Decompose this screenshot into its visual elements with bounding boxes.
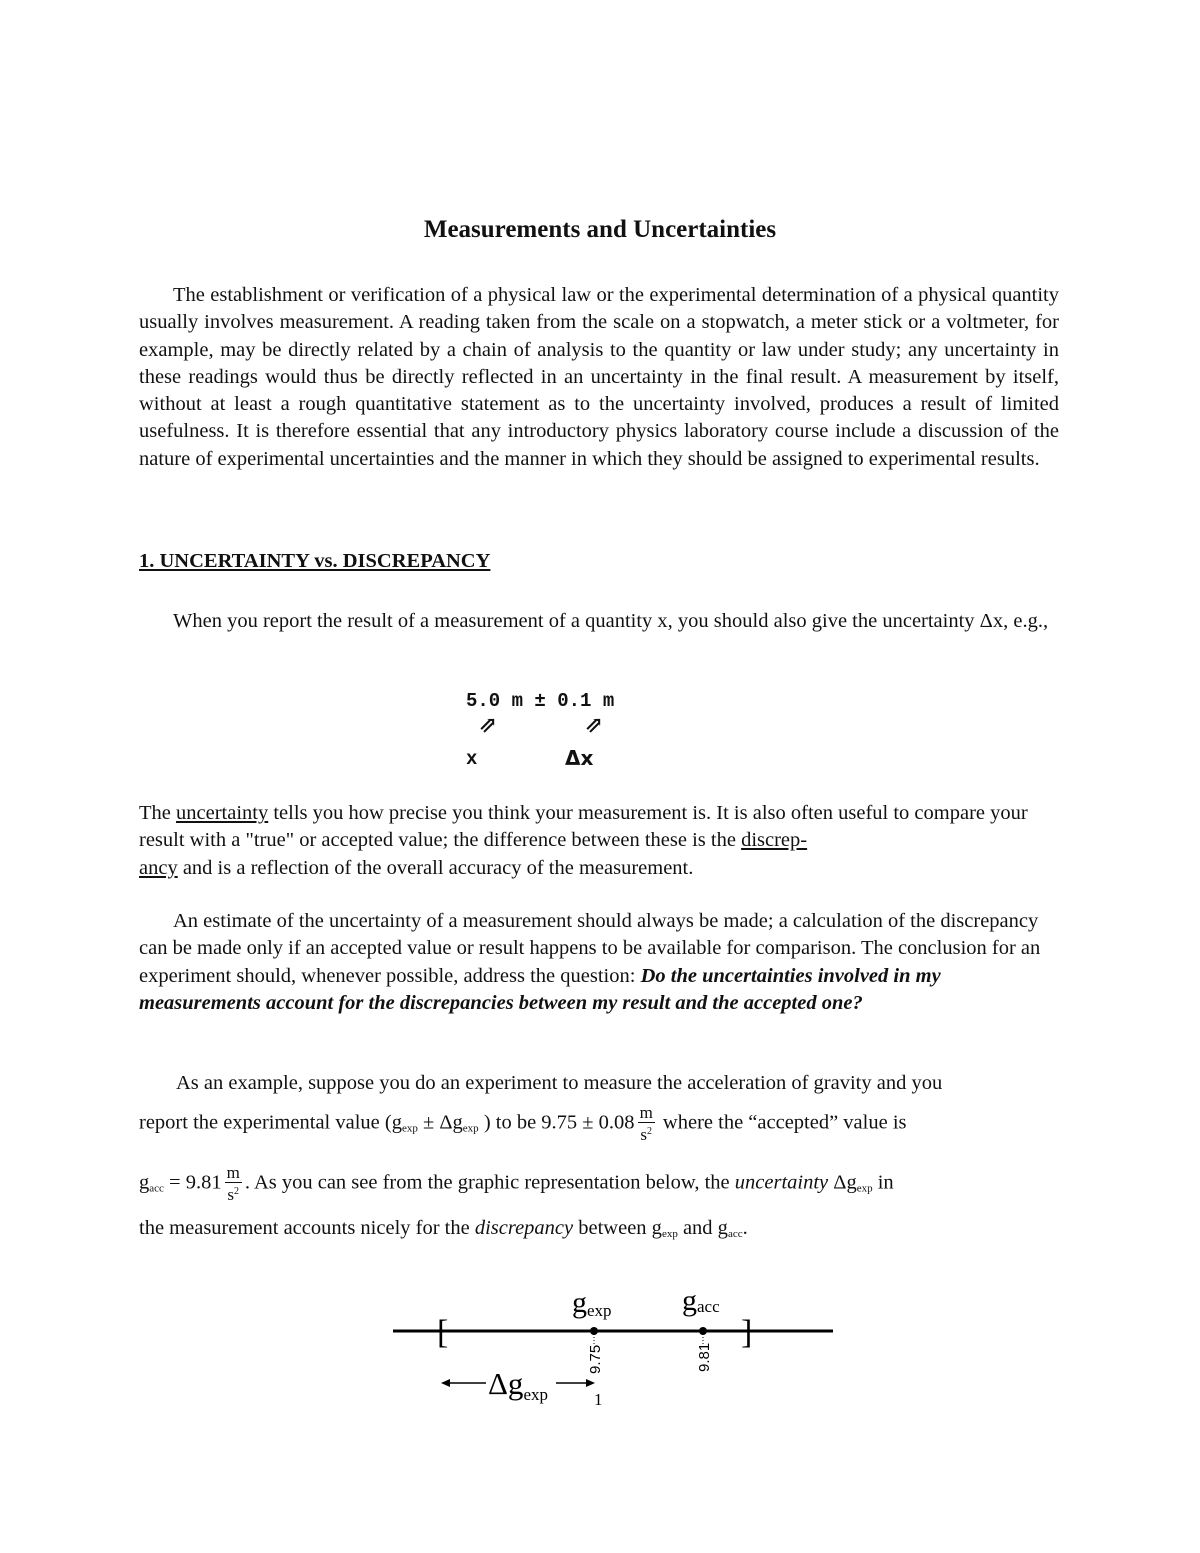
discrepancy-paragraph: The uncertainty tells you how precise you think your measurement is. It is also often useful to compare your result with a "true" or accepted value; the difference between these is the discrep- ancy and is a reflection of the overall accuracy of the measurement. (139, 802, 1028, 879)
delta-arrowhead-right (586, 1379, 595, 1387)
delta-gexp-label: Δgexp (488, 1366, 548, 1404)
stray-one: 1 (594, 1390, 603, 1409)
uncertainty-paragraph: When you report the result of a measurement of a quantity x, you should also give the uncertainty Δx, e.g., (173, 610, 1049, 632)
gexp-label: gexp (572, 1286, 612, 1320)
unit-fraction: $\frac{m}{s^2}$ (639, 1103, 653, 1144)
left-bracket: [ (437, 1314, 449, 1351)
gacc-label: gacc (682, 1284, 720, 1317)
label-x: x (466, 748, 478, 770)
delta-arrowhead-left (441, 1379, 450, 1387)
example-expression: 5.0 m ± 0.1 m (466, 690, 615, 712)
page-title: Measurements and Uncertainties (423, 216, 777, 243)
estimate-paragraph: An estimate of the uncertainty of a measurement should always be made; a calculation of the discrepancy can be made only if an accepted value or result happens to be available for comparison. The conclusion for an experiment should, whenever possible, address the question: Do the uncertainties involved in my measurements account for the discrepancies between my result and the accepted one? (139, 910, 1041, 1014)
example-line-2: report the experimental value ($g_{exp} \pm \Delta g_{exp}$ ) to be 9.75 ± 0.08 $\frac{m}{s^2}$ where the “accepted” value is (139, 1103, 907, 1144)
arrow-dx-icon: ⇗ (585, 712, 604, 737)
label-delta-x: Δx (565, 746, 594, 770)
right-bracket: ] (741, 1314, 753, 1351)
example-line-1: As an example, suppose you do an experiment to measure the acceleration of gravity and you (176, 1072, 943, 1094)
intro-paragraph: The establishment or verification of a physical law or the experimental determination of a physical quantity usually involves measurement. A reading taken from the scale on a stopwatch, a meter stick or a voltmeter, for example, may be directly related by a chain of analysis to the quantity or law under study; any uncertainty in these readings would thus be directly reflected in an uncertainty in the final result. A measurement by itself, without at least a rough quantitative statement as to the uncertainty involved, produces a result of limited usefulness. It is therefore essential that any introductory physics laboratory course include a discussion of the nature of experimental uncertainties and the manner in which they should be assigned to experimental results. (139, 284, 1059, 470)
tick-label-981: 9.81 (696, 1342, 713, 1372)
section-heading: 1. UNCERTAINTY vs. DISCREPANCY (139, 550, 491, 572)
example-line-3: $g_{acc} = 9.81$ $\frac{m}{s^2}$ . As you can see from the graphic representation below, the uncertainty $\Delta g_{exp}$ in (139, 1163, 894, 1204)
tick-label-975: 9.75 (587, 1344, 604, 1374)
unit-fraction: $\frac{m}{s^2}$ (226, 1163, 240, 1204)
example-line-4: the measurement accounts nicely for the discrepancy between $g_{exp}$ and $g_{acc}$. (139, 1217, 748, 1240)
arrow-x-icon: ⇗ (479, 712, 498, 737)
